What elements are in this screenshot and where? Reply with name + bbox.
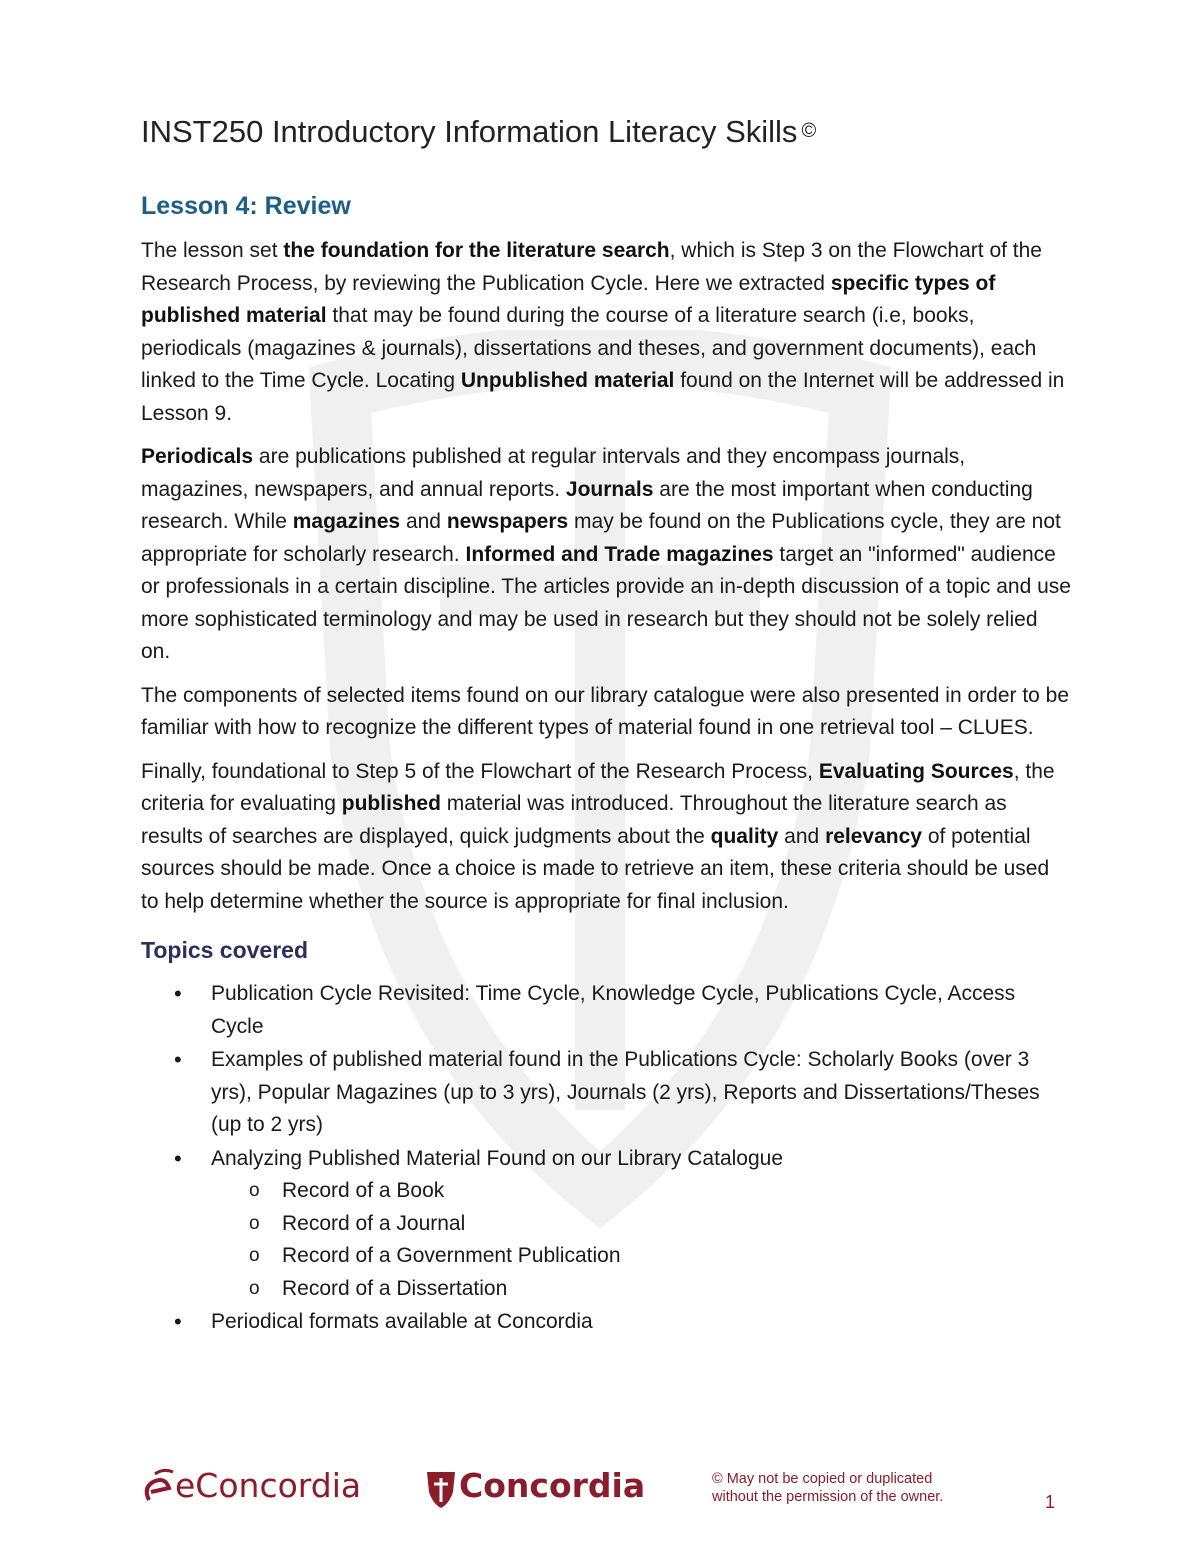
bold-span: specific types of published material	[141, 271, 996, 327]
text-span: may be found on the Publications cycle, they are not appropriate for scholarly research.	[141, 510, 1061, 566]
text-span: The lesson set	[141, 239, 284, 262]
copyright-notice	[712, 1470, 1012, 1506]
text-span: that may be found during the course of a literature search (i.e, books, periodicals (magazines & journals), dissertations and theses, and government documents), each linked to the Time Cycle. Locating	[141, 304, 1037, 392]
sub-list-item: o Record of a Book	[282, 1175, 1071, 1208]
notice-line: © May not be copied or duplicated	[712, 1471, 933, 1487]
topics-heading: Topics covered	[141, 937, 309, 963]
text-span: and	[400, 510, 447, 533]
bold-span: magazines	[292, 510, 401, 533]
sub-list-item: o Record of a Journal	[282, 1208, 1071, 1241]
econcordia-logo	[141, 1466, 381, 1521]
text-span: material was introduced. Throughout the literature search as results of searches are displayed, quick judgments about the	[141, 792, 1007, 848]
bold-span: published	[341, 792, 441, 815]
bold-span: Periodicals	[141, 445, 254, 468]
paragraph-intro	[141, 235, 1071, 430]
bold-span: Evaluating Sources	[818, 759, 1014, 783]
text-span: are publications published at regular intervals and they encompass journals, magazines, newspapers, and annual reports.	[141, 445, 966, 501]
text-span: and	[778, 824, 826, 848]
sub-list-item: o Record of a Dissertation	[282, 1273, 1071, 1306]
text-span: Finally, foundational to Step 5 of the Flowchart of the Research Process,	[141, 759, 819, 783]
sub-list	[211, 1175, 1071, 1305]
list-item-text: Analyzing Published Material Found on our Library Catalogue	[211, 1146, 784, 1170]
lesson-heading: Lesson 4: Review	[141, 192, 351, 220]
title-text: INST250 Introductory Information Literacy Skills	[141, 114, 798, 149]
text-span: target an "informed" audience or professionals in a certain discipline. The articles provide an in-depth discussion of a topic and use more sophisticated terminology and may be used in research but they should not be solely relied on.	[141, 542, 1071, 663]
bold-span: quality	[710, 824, 779, 848]
sub-list-item: o Record of a Government Publication	[282, 1240, 1071, 1273]
concordia-wordmark: Concordia	[459, 1466, 646, 1505]
list-item: • Examples of published material found in the Publications Cycle: Scholarly Books (over 3 yrs), Popular Magazines (up to 3 yrs), Journals (2 yrs), Reports and Dissertations/Theses (up to 2 yrs)	[211, 1044, 1071, 1142]
copyright-symbol: ©	[801, 120, 817, 142]
bold-span: Informed and Trade magazines	[465, 542, 774, 566]
bold-span: Unpublished material	[460, 369, 675, 392]
document-body	[141, 108, 1071, 1340]
page-title	[141, 108, 1071, 155]
bold-span: newspapers	[446, 510, 569, 533]
bold-span: relevancy	[825, 824, 922, 848]
bold-span: the foundation for the literature search	[283, 239, 670, 262]
page-number: 1	[1045, 1492, 1056, 1512]
paragraph-evaluating	[141, 756, 1071, 919]
econcordia-wordmark: eConcordia	[175, 1466, 362, 1505]
topics-list	[141, 978, 1071, 1339]
list-item: • Periodical formats available at Concordia	[211, 1306, 1071, 1339]
text-span: found on the Internet will be addressed in Lesson 9.	[141, 369, 1065, 425]
text-span: are the most important when conducting research. While	[141, 477, 1033, 533]
text-span: of potential sources should be made. Once a choice is made to retrieve an item, these criteria should be used to help determine whether the source is appropriate for final inclusion.	[141, 824, 1050, 913]
bold-span: Journals	[565, 477, 654, 501]
list-item	[211, 1143, 1071, 1306]
text-span: , the criteria for evaluating	[141, 759, 1055, 815]
list-item: • Publication Cycle Revisited: Time Cycle, Knowledge Cycle, Publications Cycle, Access Cycle	[211, 978, 1071, 1043]
paragraph-periodicals	[141, 441, 1071, 669]
paragraph-components: The components of selected items found on our library catalogue were also presented in order to be familiar with how to recognize the different types of material found in one retrieval tool – CLUES.	[141, 683, 1070, 739]
concordia-logo	[425, 1466, 665, 1521]
text-span: , which is Step 3 on the Flowchart of the Research Process, by reviewing the Publication Cycle. Here we extracted	[141, 239, 1042, 295]
notice-line: without the permission of the owner.	[712, 1489, 944, 1505]
